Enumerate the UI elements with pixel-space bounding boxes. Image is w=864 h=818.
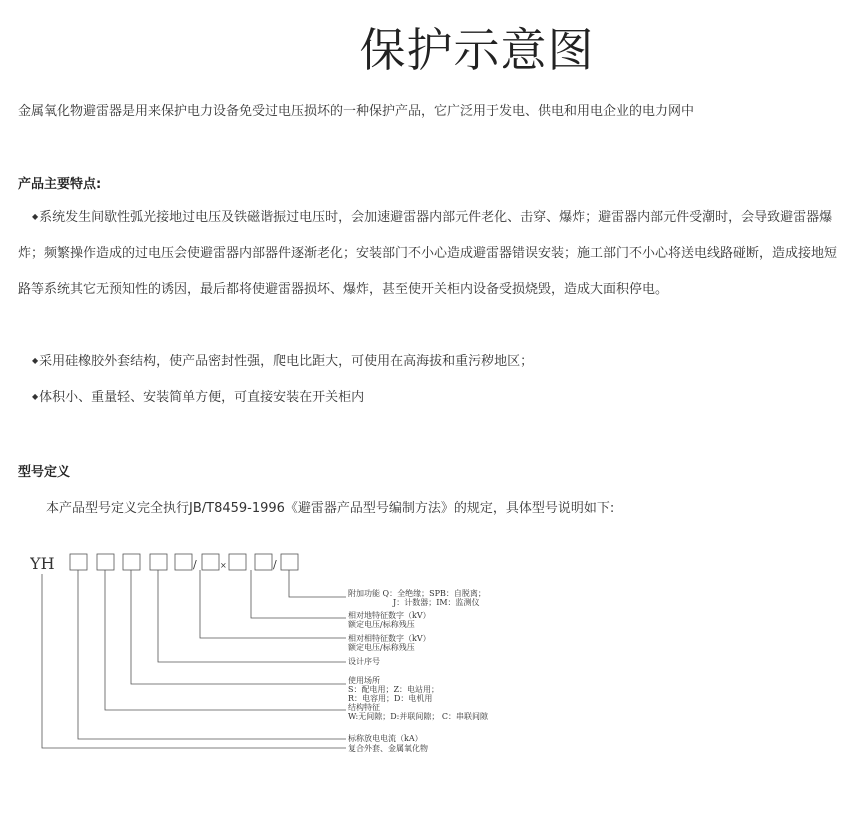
label-structure: 结构特征 [348, 703, 380, 712]
feature-text: 采用硅橡胶外套结构，使产品密封性强，爬电比距大，可使用在高海拔和重污秽地区； [39, 354, 534, 369]
code-box [70, 554, 87, 570]
label-design-number: 设计序号 [348, 657, 380, 666]
separator: / [193, 558, 197, 571]
leader-line [42, 574, 346, 748]
label-phase-phase-2: 额定电压/标称残压 [348, 643, 415, 652]
label-usage-2: S：配电用；Z：电站用； [348, 685, 440, 694]
bullet-icon: ◆ [32, 356, 39, 365]
label-usage-3: R：电容用；D：电机用 [348, 694, 433, 703]
label-phase-phase: 相对相特征数字（kV） [348, 634, 431, 643]
code-box [202, 554, 219, 570]
code-box [97, 554, 114, 570]
feature-item-3 [18, 379, 844, 416]
code-box [150, 554, 167, 570]
code-box [175, 554, 192, 570]
leader-line [289, 570, 346, 597]
leader-line [200, 570, 346, 638]
label-phase-ground: 相对地特征数字（kV） [348, 611, 431, 620]
label-structure-2: W:无间隙；D:并联间隙； C：串联间隙 [348, 712, 488, 721]
leader-line [105, 570, 346, 710]
code-box [281, 554, 298, 570]
feature-text: 体积小、重量轻、安装简单方便，可直接安装在开关柜内 [39, 390, 365, 405]
intro-paragraph: 金属氧化物避雷器是用来保护电力设备免受过电压损坏的一种保护产品，它广泛用于发电、供电和用电企业的电力网中 [18, 104, 695, 119]
label-additional-function: 附加功能 Q：全绝缘；SPB：自脱离； [348, 589, 486, 598]
feature-item-2 [18, 343, 844, 380]
leader-line [251, 570, 346, 618]
leader-line [131, 570, 346, 684]
model-prefix: YH [30, 554, 55, 573]
model-code-diagram [30, 552, 530, 762]
label-phase-ground-2: 额定电压/标称残压 [348, 620, 415, 629]
bullet-icon: ◆ [32, 392, 39, 401]
leader-line [158, 570, 346, 662]
features-heading: 产品主要特点: [18, 177, 102, 192]
page-title: 保护示意图 [359, 23, 595, 77]
code-box [229, 554, 246, 570]
separator: / [273, 558, 277, 571]
feature-item-1 [18, 199, 844, 308]
leader-line [78, 570, 346, 739]
feature-text: 系统发生间歇性弧光接地过电压及铁磁谐振过电压时，会加速避雷器内部元件老化、击穿、爆炸；避雷器内部元件受潮时，会导致避雷器爆炸；频繁操作造成的过电压会使避雷器内部器件逐渐老化；安装部门不小心造成避雷器错误安装；施工部门不小心将送电线路碰断，造成接地短路等系统其它无预知性的诱因，最后都将使避雷器损坏、爆炸，甚至使开关柜内设备受损烧毁，造成大面积停电。 [18, 210, 838, 297]
model-heading: 型号定义 [18, 465, 71, 480]
code-box [255, 554, 272, 570]
label-discharge-current: 标称放电电流（kA） [348, 734, 423, 743]
model-description: 本产品型号定义完全执行JB/T8459-1996《避雷器产品型号编制方法》的规定，具体型号说明如下: [46, 501, 615, 516]
label-composite-jacket: 复合外套、金属氧化物 [348, 744, 428, 753]
code-box [123, 554, 140, 570]
bullet-icon: ◆ [32, 212, 39, 221]
label-usage: 使用场所 [348, 676, 380, 685]
label-additional-function-2: J：计数器；IM：监测仪 [393, 598, 480, 607]
separator: × [220, 561, 227, 570]
